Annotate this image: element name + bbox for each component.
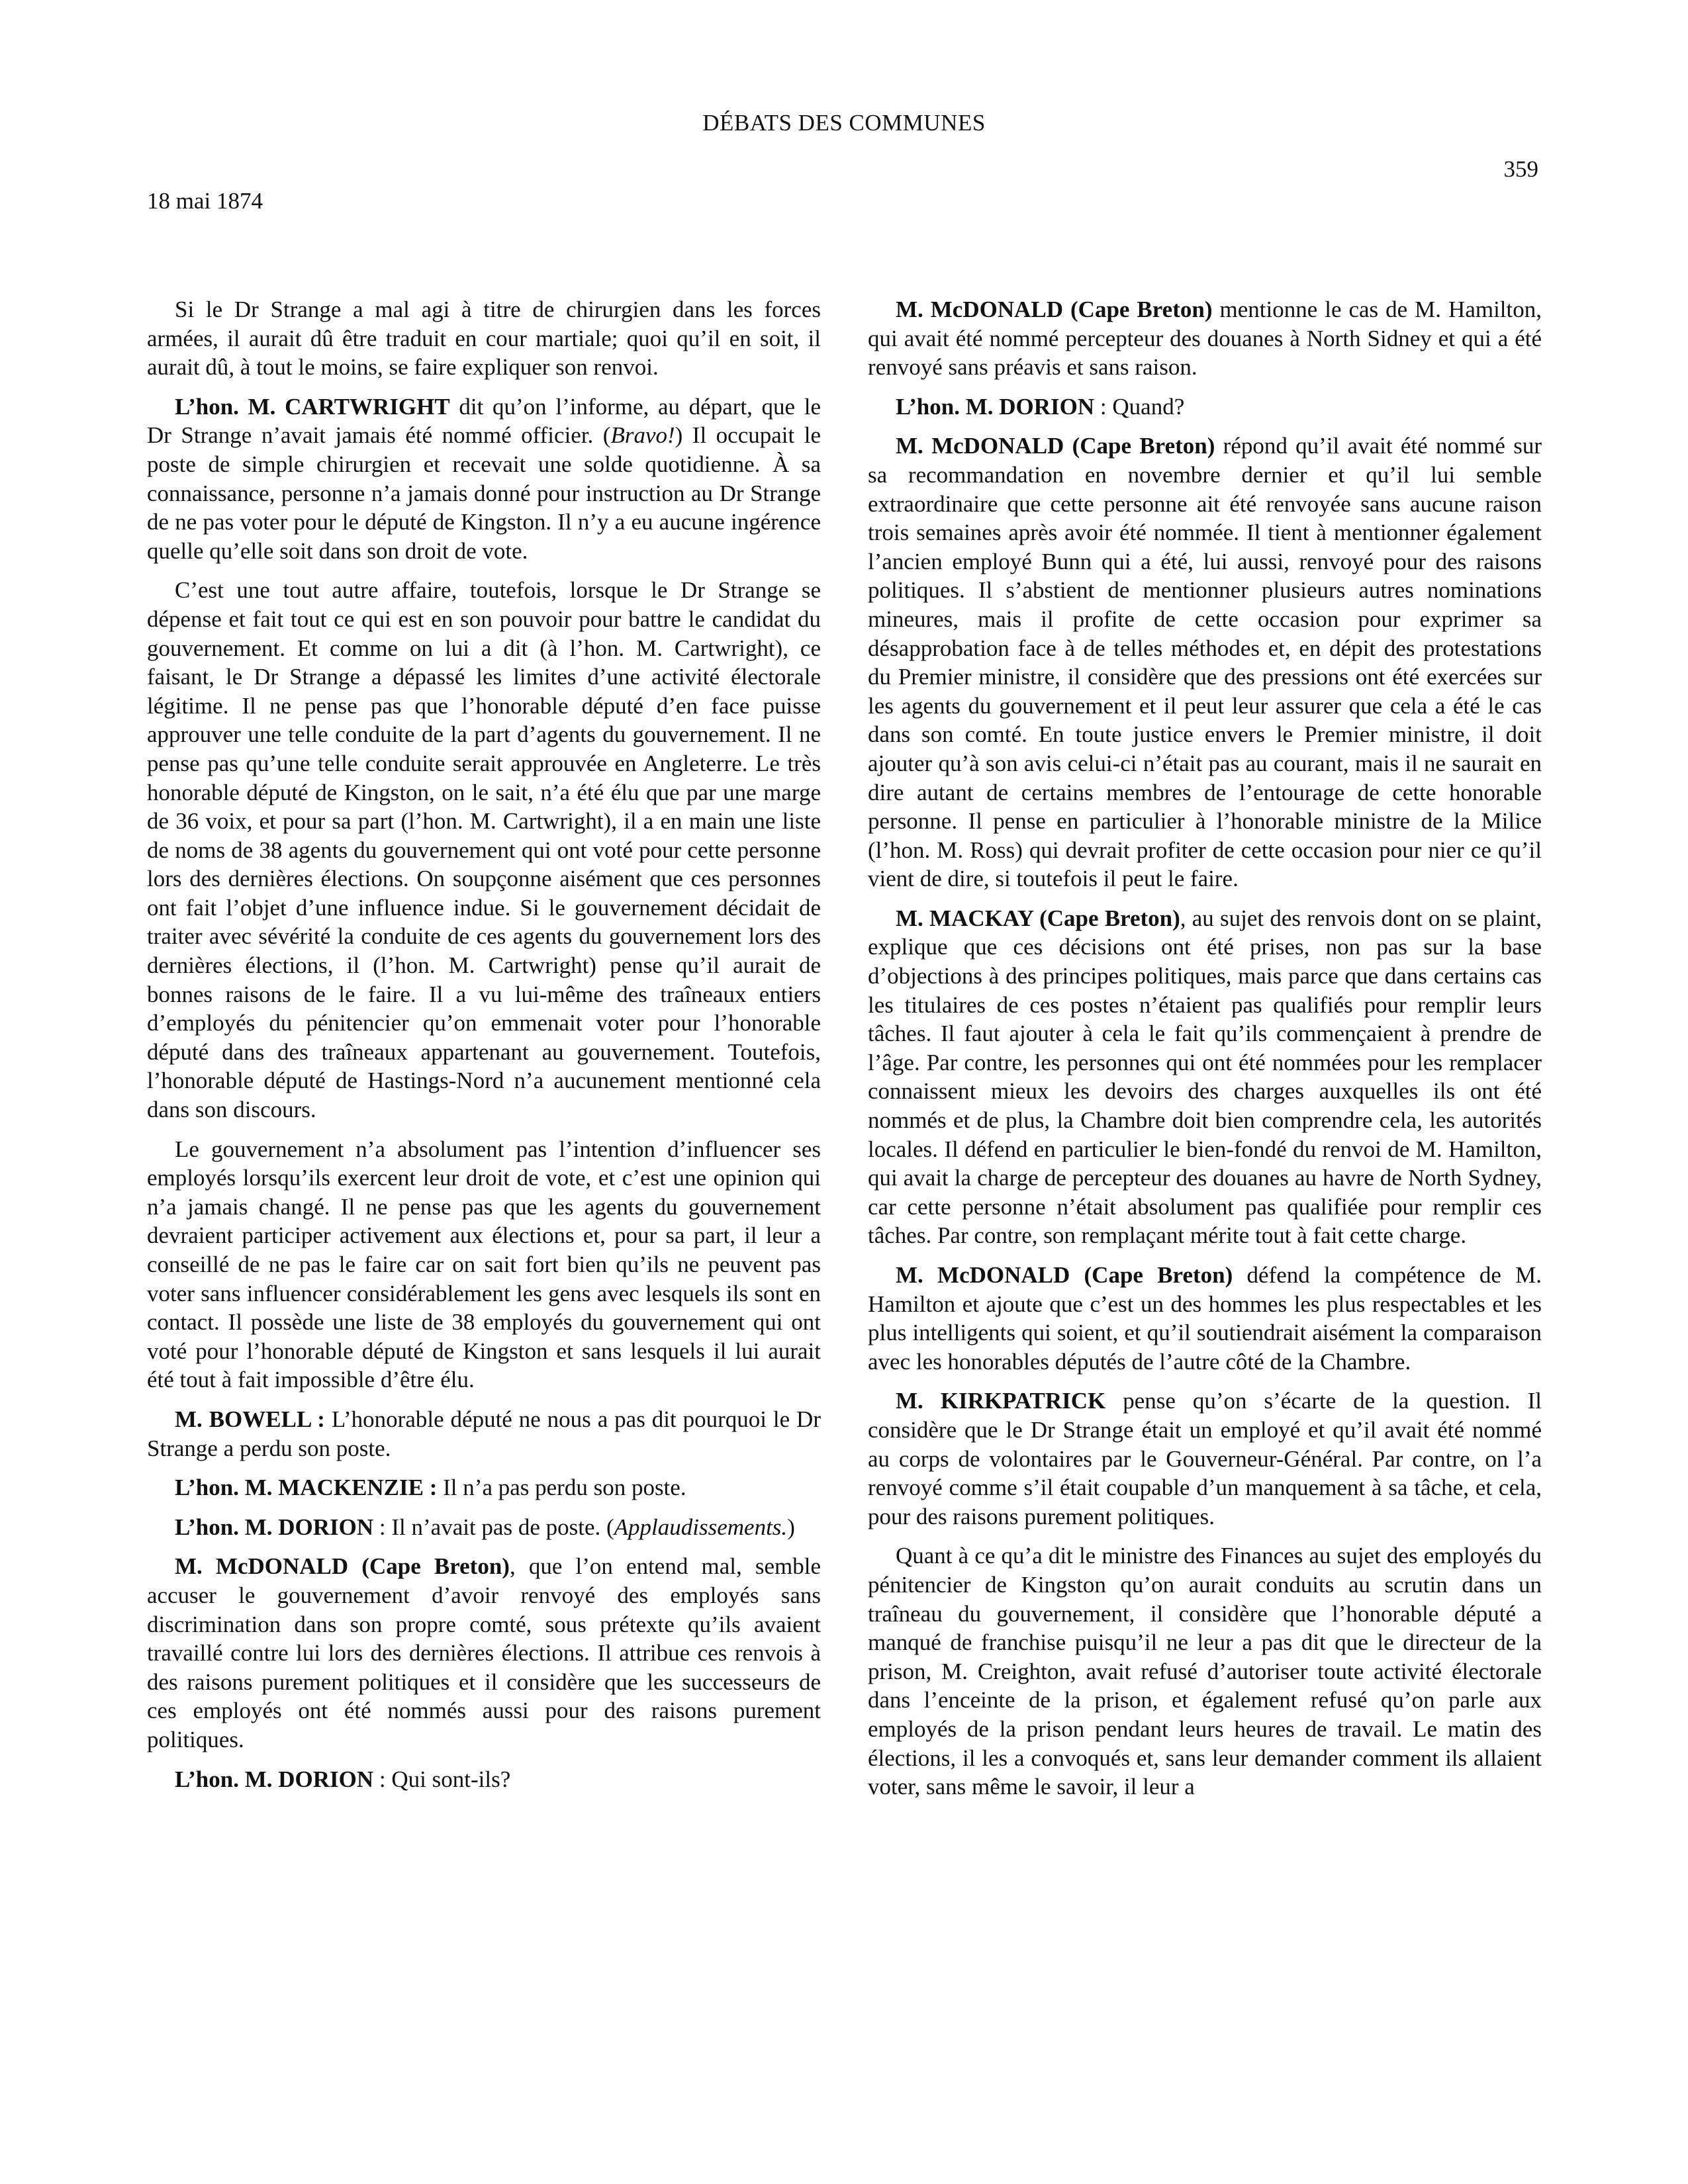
page-header-title: DÉBATS DES COMMUNES	[702, 110, 986, 136]
page-date: 18 mai 1874	[147, 188, 263, 214]
paragraph	[868, 904, 1542, 1250]
speaker-name: M. McDONALD (Cape Breton)	[175, 1553, 510, 1580]
speaker-name: M. KIRKPATRICK	[896, 1388, 1106, 1414]
paragraph-text: Si le Dr Strange a mal agi à titre de chirurgien dans les forces armées, il aurait dû être traduit en cour martiale; quoi qu’il en soit, il aurait dû, à tout le moins, se faire expliquer son renvoi.	[147, 296, 821, 381]
paragraph-text: )	[787, 1514, 795, 1540]
paragraph	[147, 1552, 821, 1754]
speaker-name: M. McDONALD (Cape Breton)	[896, 1262, 1233, 1288]
speaker-name: L’hon. M. DORION	[175, 1514, 374, 1540]
paragraph	[868, 392, 1542, 422]
paragraph	[147, 295, 821, 382]
paragraph	[147, 1765, 821, 1794]
paragraph-text: répond qu’il avait été nommé sur sa recommandation en novembre dernier et qu’il lui semble extraordinaire que cette personne ait été renvoyée sans aucune raison trois semaines après avoir été nommée. Il tient à mentionner également l’ancien employé Bunn qui a été, lui aussi, renvoyé pour des raisons politiques. Il s’abstient de mentionner plusieurs autres nominations mineures, mais il profite de cette occasion pour exprimer sa désapprobation face à de telles méthodes et, en dépit des protestations du Premier ministre, il considère que des pressions ont été exercées sur les agents du gouvernement et il peut leur assurer que cela a été le cas dans son comté. En toute justice envers le Premier ministre, il doit ajouter qu’à son avis celui-ci n’était pas au courant, mais il ne saurait en dire autant de certains membres de l’entourage de cette honorable personne. Il pense en particulier à l’honorable ministre de la Milice (l’hon. M. Ross) qui devrait profiter de cette occasion pour nier ce qu’il vient de dire, si toutefois il peut le faire.	[868, 433, 1542, 892]
paragraph-text: L’honorable député ne nous a pas dit pourquoi le Dr Strange a perdu son poste.	[147, 1406, 821, 1461]
paragraph	[868, 1261, 1542, 1376]
paragraph	[868, 1541, 1542, 1801]
paragraph-text: C’est une tout autre affaire, toutefois, lorsque le Dr Strange se dépense et fait tout ce qui est en son pouvoir pour battre le candidat du gouvernement. Et comme on lui a dit (à l’hon. M. Cartwright), ce faisant, le Dr Strange a dépassé les limites d’une activité électorale légitime. Il ne pense pas que l’honorable député d’en face puisse approuver une telle conduite de la part d’agents du gouvernement. Il ne pense pas qu’une telle conduite serait approuvée en Angleterre. Le très honorable député de Kingston, on le sait, n’a été élu que par une marge de 36 voix, et pour sa part (l’hon. M. Cartwright), il a en main une liste de noms de 38 agents du gouvernement qui ont voté pour cette personne lors des dernières élections. On soupçonne aisément que ces personnes ont fait l’objet d’une influence indue. Si le gouvernement décidait de traiter avec sévérité la conduite de ces agents du gouvernement lors des dernières élections, il (l’hon. M. Cartwright) pense qu’il aurait de bonnes raisons de le faire. Il a vu lui-même des traîneaux entiers d’employés du pénitencier qu’on emmenait voter pour l’honorable député dans des traîneaux appartenant au gouvernement. Toutefois, l’honorable député de Hastings-Nord n’a aucunement mentionné cela dans son discours.	[147, 577, 821, 1123]
speaker-name: L’hon. M. DORION	[175, 1766, 374, 1792]
paragraph-text: , au sujet des renvois dont on se plaint, explique que ces décisions ont été prises, non pas sur la base d’objections à des principes politiques, mais parce que dans certains cas les titulaires de ces postes n’étaient pas qualifiés pour remplir leurs tâches. Il faut ajouter à cela le fait qu’ils commençaient à prendre de l’âge. Par contre, les personnes qui ont été nommées pour les remplacer connaissent mieux les devoirs des charges auxquelles ils ont été nommés et de plus, la Chambre doit bien comprendre cela, les autorités locales. Il défend en particulier le bien-fondé du renvoi de M. Hamilton, qui avait la charge de percepteur des douanes au havre de North Sydney, car cette personne n’était absolument pas qualifiée pour remplir ces tâches. Par contre, son remplaçant mérite tout à fait cette charge.	[868, 905, 1542, 1249]
speaker-name: L’hon. M. CARTWRIGHT	[175, 393, 450, 420]
speaker-name: M. McDONALD (Cape Breton)	[896, 433, 1215, 459]
speaker-name: L’hon. M. MACKENZIE :	[175, 1475, 438, 1501]
speaker-name: M. BOWELL :	[175, 1406, 325, 1432]
paragraph-text: : Il n’avait pas de poste. (	[373, 1514, 614, 1540]
speaker-name: L’hon. M. DORION	[896, 393, 1095, 420]
paragraph	[868, 432, 1542, 893]
left-column	[147, 295, 821, 1804]
paragraph-text: mentionne le cas de M. Hamilton, qui avait été nommé percepteur des douanes à North Sidney et qui a été renvoyé sans préavis et sans raison.	[868, 296, 1542, 381]
paragraph	[868, 295, 1542, 382]
paragraph-text: , que l’on entend mal, semble accuser le gouvernement d’avoir renvoyé des employés sans discrimination dans son propre comté, sous prétexte qu’ils avaient travaillé contre lui lors des dernières élections. Il attribue ces renvois à des raisons purement politiques et il considère que les successeurs de ces employés ont été nommés aussi pour des raisons purement politiques.	[147, 1553, 821, 1752]
paragraph	[868, 1387, 1542, 1531]
speaker-name: M. MACKAY (Cape Breton)	[896, 905, 1180, 931]
paragraph	[147, 392, 821, 566]
page-number: 359	[1503, 156, 1538, 182]
paragraph-text: dit qu’on l’informe, au départ, que le Dr Strange n’avait jamais été nommé officier. (	[147, 393, 821, 449]
right-column	[868, 295, 1542, 1812]
paragraph	[147, 1135, 821, 1394]
paragraph-text: : Qui sont-ils?	[373, 1766, 511, 1792]
paragraph-text: ) Il occupait le poste de simple chirurgien et recevait une solde quotidienne. À sa connaissance, personne n’a jamais donné pour instruction au Dr Strange de ne pas voter pour le député de Kingston. Il n’y a eu aucune ingérence quelle qu’elle soit dans son droit de vote.	[147, 422, 821, 564]
paragraph-text: Il n’a pas perdu son poste.	[437, 1475, 686, 1501]
paragraph-text: pense qu’on s’écarte de la question. Il considère que le Dr Strange était un employé et qu’il avait été nommé au corps de volontaires par le Gouverneur-Général. Par contre, on l’a renvoyé comme s’il était coupable d’un manquement à sa tâche, et cela, pour des raisons purement politiques.	[868, 1388, 1542, 1529]
paragraph-text: défend la compétence de M. Hamilton et ajoute que c’est un des hommes les plus respectables et les plus intelligents qui soient, et qu’il soutiendrait aisément la comparaison avec les honorables députés de l’autre côté de la Chambre.	[868, 1262, 1542, 1375]
paragraph-text: Quant à ce qu’a dit le ministre des Finances au sujet des employés du pénitencier de Kingston qu’on aurait conduits au scrutin dans un traîneau du gouvernement, il considère que l’honorable député a manqué de franchise puisqu’il ne leur a pas dit que le directeur de la prison, M. Creighton, avait refusé d’autoriser toute activité électorale dans l’enceinte de la prison, et également refusé qu’on parle aux employés de la prison pendant leurs heures de travail. Le matin des élections, il les a convoqués et, sans leur demander comment ils allaient voter, sans même le savoir, il leur a	[868, 1543, 1542, 1800]
paragraph-text: Le gouvernement n’a absolument pas l’intention d’influencer ses employés lorsqu’ils exercent leur droit de vote, et c’est une opinion qui n’a jamais changé. Il ne pense pas que les agents du gouvernement devraient participer activement aux élections et, pour sa part, il leur a conseillé de ne pas le faire car on sait fort bien qu’ils ne peuvent pas voter sans influencer considérablement les gens avec lesquels ils sont en contact. Il possède une liste de 38 employés du gouvernement qui ont voté pour l’honorable député de Kingston et sans lesquels il lui aurait été tout à fait impossible d’être élu.	[147, 1136, 821, 1393]
paragraph	[147, 1473, 821, 1502]
paragraph-text: : Quand?	[1094, 393, 1185, 420]
paragraph	[147, 576, 821, 1124]
paragraph	[147, 1405, 821, 1463]
italic-text: Bravo!	[610, 422, 675, 449]
italic-text: Applaudissements.	[614, 1514, 788, 1540]
paragraph	[147, 1513, 821, 1542]
speaker-name: M. McDONALD (Cape Breton)	[896, 296, 1213, 322]
